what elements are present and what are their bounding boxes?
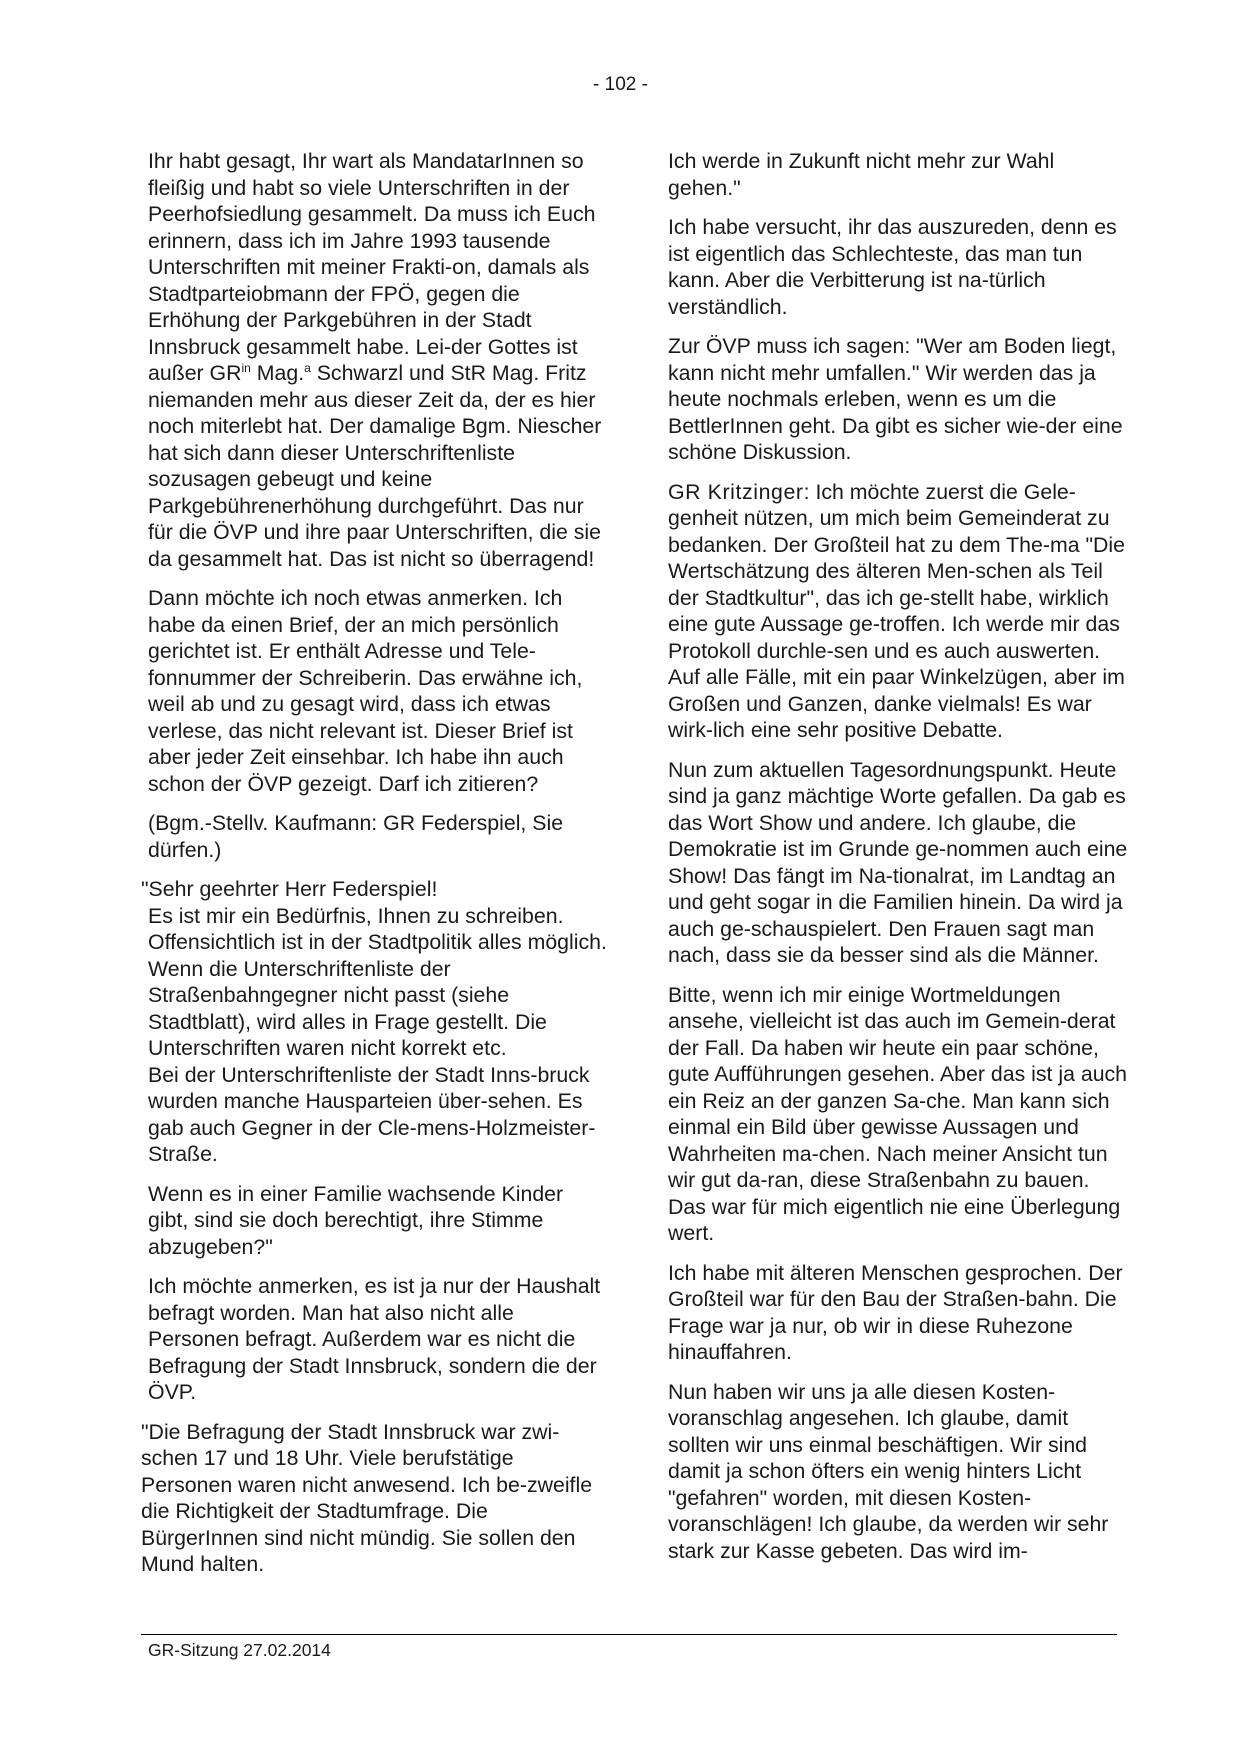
paragraph: Nun haben wir uns ja alle diesen Kosten-voranschlag angesehen. Ich glaube, damit sollten wir uns einmal beschäftigen. Wir sind damit ja schon öfters ein wenig hinters Licht "gefahren" worden, mit diesen Kosten-voranschlägen! Ich glaube, da werden wir sehr stark zur Kasse gebeten. Das wird im- (668, 1379, 1109, 1563)
left-column (141, 148, 608, 1591)
speaker-name: GR Kritzinger (668, 479, 804, 504)
paragraph: Ich werde in Zukunft nicht mehr zur Wahl gehen." (668, 149, 1055, 200)
quoted-letter: "Die Befragung der Stadt Innsbruck war zwi-schen 17 und 18 Uhr. Viele berufstätige Personen waren nicht anwesend. Ich be-zweifle die Richtigkeit der Stadtumfrage. Die BürgerInnen sind nicht mündig. Sie sollen den Mund halten. (141, 1419, 593, 1576)
footer-divider (141, 1634, 1117, 1635)
paragraph: Nun zum aktuellen Tagesordnungspunkt. Heute sind ja ganz mächtige Worte gefallen. Da gab es das Wort Show und andere. Ich glaube, die Demokratie ist im Grunde ge-nommen auch eine Show! Das fängt im Na-tionalrat, im Landtag an und geht sogar in die Familien hinein. Da wird ja auch ge-schauspielert. Den Frauen sagt man nach, dass sie da besser sind als die Männer. (668, 757, 1128, 967)
speaker-paragraph: GR Kritzinger: Ich möchte zuerst die Gele-genheit nützen, um mich beim Gemeinderat zu bedanken. Der Großteil hat zu dem The-ma "Die Wertschätzung des älteren Men-schen als Teil der Stadtkultur", das ich ge-stellt habe, wirklich eine gute Aussage ge-troffen. Ich werde mir das Protokoll durchle-sen und es auch auswerten. Auf alle Fälle, mit ein paar Winkelzügen, aber im Großen und Ganzen, danke vielmals! Es war wirk-lich eine sehr positive Debatte. (668, 479, 1125, 742)
paragraph: Ich habe mit älteren Menschen gesprochen. Der Großteil war für den Bau der Straßen-bahn. Die Frage war ja nur, ob wir in diese Ruhezone hinauffahren. (668, 1260, 1123, 1364)
paragraph: Bitte, wenn ich mir einige Wortmeldungen ansehe, vielleicht ist das auch im Gemein-derat der Fall. Da haben wir heute ein paar schöne, gute Aufführungen gesehen. Aber das ist ja auch ein Reiz an der ganzen Sa-che. Man kann sich einmal ein Bild über gewisse Aussagen und Wahrheiten ma-chen. Nach meiner Ansicht tun wir gut da-ran, diese Straßenbahn zu bauen. Das war für mich eigentlich nie eine Überlegung wert. (668, 982, 1128, 1245)
footer-text: GR-Sitzung 27.02.2014 (148, 1640, 331, 1660)
page-number: - 102 - (593, 74, 648, 95)
paragraph: Wenn es in einer Familie wachsende Kinder gibt, sind sie doch berechtigt, ihre Stimme abzugeben?" (148, 1181, 564, 1259)
paragraph: Dann möchte ich noch etwas anmerken. Ich habe da einen Brief, der an mich persönlich gerichtet ist. Er enthält Adresse und Tele-fonnummer der Schreiberin. Das erwähne ich, weil ab und zu gesagt wird, dass ich etwas verlese, das nicht relevant ist. Dieser Brief ist aber jeder Zeit einsehbar. Ich habe ihn auch schon der ÖVP gezeigt. Darf ich zitieren? (148, 586, 583, 796)
quoted-letter: "Sehr geehrter Herr Federspiel! Es ist mir ein Bedürfnis, Ihnen zu schreiben. Offensichtlich ist in der Stadtpolitik alles möglich. Wenn die Unterschriftenliste der Straßenbahngegner nicht passt (siehe Stadtblatt), wird alles in Frage gestellt. Die Unterschriften waren nicht korrekt etc. Bei der Unterschriftenliste der Stadt Inns-bruck wurden manche Hausparteien über-sehen. Es gab auch Gegner in der Cle-mens-Holzmeister-Straße. (141, 877, 607, 1166)
paragraph: Ihr habt gesagt, Ihr wart als MandatarInnen so fleißig und habt so viele Unterschriften in der Peerhofsiedlung gesammelt. Da muss ich Euch erinnern, dass ich im Jahre 1993 tausende Unterschriften mit meiner Frakti-on, damals als Stadtparteiobmann der FPÖ, gegen die Erhöhung der Parkgebühren in der Stadt Innsbruck gesammelt habe. Lei-der Gottes ist außer $GR^{in}$ Mag.$^a$ Schwarzl und StR Mag. Fritz niemanden mehr aus dieser Zeit da, der es hier noch miterlebt hat. Der damalige Bgm. Niescher hat sich dann dieser Unterschriftenliste sozusagen gebeugt und keine Parkgebührenerhöhung durchgeführt. Das nur für die ÖVP und ihre paar Unterschriften, die sie da gesammelt hat. Das ist nicht so überragend! (148, 149, 602, 571)
interjection: (Bgm.-Stellv. Kaufmann: GR Federspiel, Sie dürfen.) (148, 811, 564, 862)
right-column (668, 148, 1130, 1577)
paragraph: Ich möchte anmerken, es ist ja nur der Haushalt befragt worden. Man hat also nicht alle Personen befragt. Außerdem war es nicht die Befragung der Stadt Innsbruck, sondern die der ÖVP. (148, 1274, 601, 1404)
paragraph: Ich habe versucht, ihr das auszureden, denn es ist eigentlich das Schlechteste, das man tun kann. Aber die Verbitterung ist na-türlich verständlich. (668, 215, 1117, 319)
paragraph: Zur ÖVP muss ich sagen: "Wer am Boden liegt, kann nicht mehr umfallen." Wir werden das ja heute nochmals erleben, wenn es um die BettlerInnen geht. Da gibt es sicher wie-der eine schöne Diskussion. (668, 334, 1123, 464)
